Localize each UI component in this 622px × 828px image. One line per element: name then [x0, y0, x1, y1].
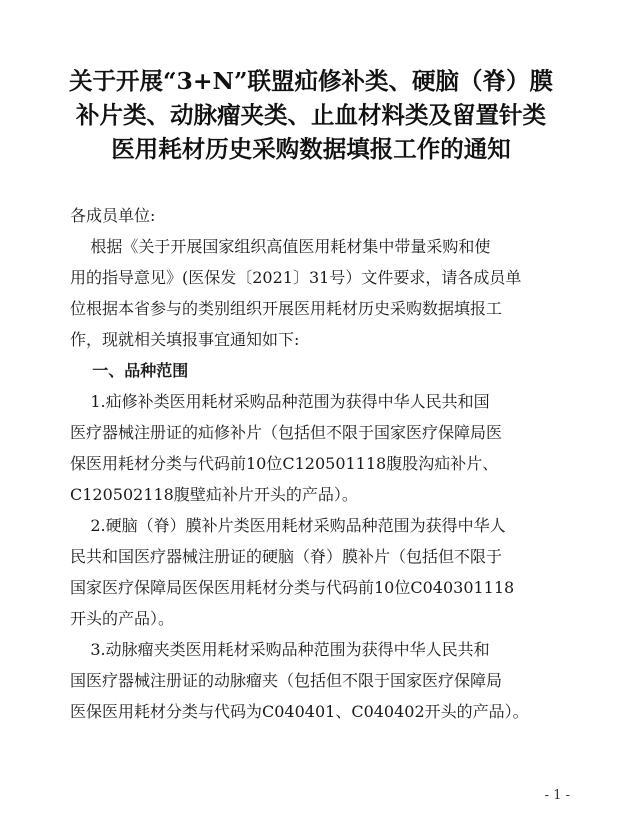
paragraph-line: 3.动脉瘤夹类医用耗材采购品种范围为获得中华人民共和 [70, 640, 490, 659]
paragraph-line: 国医疗器械注册证的动脉瘤夹（包括但不限于国家医疗保障局 [70, 671, 503, 690]
paragraph-line: 1.疝修补类医用耗材采购品种范围为获得中华人民共和国 [70, 392, 490, 411]
paragraph-line: 保医用耗材分类与代码前10位C120501118腹股沟疝补片、 [70, 454, 499, 473]
paragraph-line: 医保医用耗材分类与代码为C040401、C040402开头的产品）。 [70, 702, 529, 721]
document-body [70, 200, 570, 727]
paragraph-line: 作，现就相关填报事宜通知如下: [70, 330, 300, 349]
paragraph-line: 民共和国医疗器械注册证的硬脑（脊）膜补片（包括但不限于 [70, 547, 503, 566]
title-line-2: 补片类、动脉瘤夹类、止血材料类及留置针类 [76, 101, 546, 129]
paragraph-line: 开头的产品）。 [70, 609, 175, 628]
title-line-3: 医用耗材历史采购数据填报工作的通知 [111, 135, 511, 163]
section-heading: 一、品种范围 [70, 361, 189, 380]
title-line-1: 关于开展“3+N”联盟疝修补类、硬脑（脊）膜 [68, 67, 554, 95]
page-number: - 1 - [544, 788, 570, 803]
paragraph-line: 用的指导意见》(医保发〔2021〕31号）文件要求，请各成员单 [70, 268, 522, 287]
paragraph-line: 根据《关于开展国家组织高值医用耗材集中带量采购和使 [70, 237, 491, 256]
paragraph-line: 位根据本省参与的类别组织开展医用耗材历史采购数据填报工 [70, 299, 503, 318]
paragraph-line: C120502118腹壁疝补片开头的产品）。 [70, 485, 358, 504]
document-title [30, 64, 592, 166]
paragraph-line: 医疗器械注册证的疝修补片（包括但不限于国家医疗保障局医 [70, 423, 503, 442]
paragraph-line: 2.硬脑（脊）膜补片类医用耗材采购品种范围为获得中华人 [70, 516, 506, 535]
paragraph-line: 国家医疗保障局医保医用耗材分类与代码前10位C040301118 [70, 578, 515, 597]
salutation: 各成员单位: [70, 206, 156, 225]
